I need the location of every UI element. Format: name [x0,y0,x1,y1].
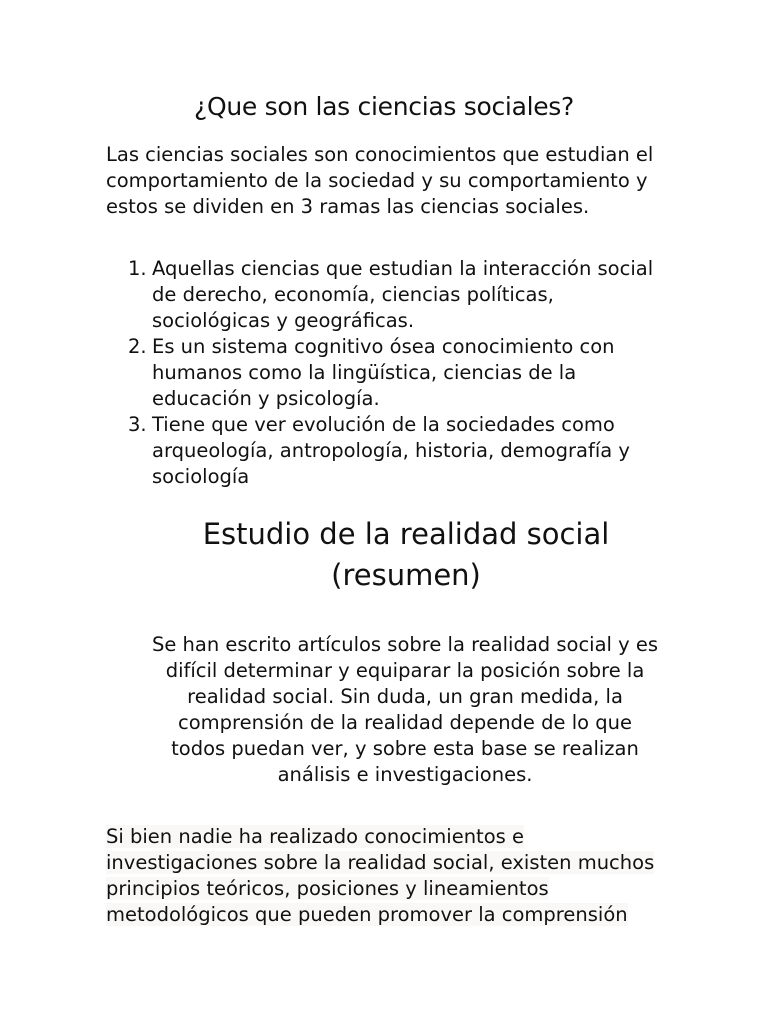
closing-text: Si bien nadie ha realizado conocimientos e investigaciones sobre la realidad social, existen muchos principios teóricos, posiciones y lineamientos metodológicos que pueden promover la comprensión [106,825,655,926]
list-item-number: 1. [128,257,147,280]
list-item [106,334,666,412]
summary-paragraph: Se han escrito artículos sobre la realidad social y es difícil determinar y equiparar la posición sobre la realidad social. Sin duda, un gran medida, la comprensión de la realidad depende de lo que todos puedan ver, y sobre esta base se realizan análisis e investigaciones. [151,633,659,786]
list-item [106,256,666,334]
intro-paragraph: Las ciencias sociales son conocimientos que estudian el comportamiento de la sociedad y su comportamiento y estos se dividen en 3 ramas las ciencias sociales. [106,143,654,218]
list-item [106,412,666,490]
list-item-number: 2. [128,335,147,358]
section-title-realidad-social: Estudio de la realidad social (resumen) [202,517,610,592]
closing-paragraph [106,824,666,928]
section-title-ciencias-sociales: ¿Que son las ciencias sociales? [193,92,575,121]
list-item-text: Aquellas ciencias que estudian la interacción social de derecho, economía, ciencias políticas, sociológicas y geográficas. [152,257,654,332]
list-item-text: Es un sistema cognitivo ósea conocimiento con humanos como la lingüística, ciencias de la educación y psicología. [152,335,615,410]
list-item-text: Tiene que ver evolución de la sociedades como arqueología, antropología, historia, demografía y sociología [152,413,630,488]
ramas-list [106,256,666,490]
list-item-number: 3. [128,413,147,436]
